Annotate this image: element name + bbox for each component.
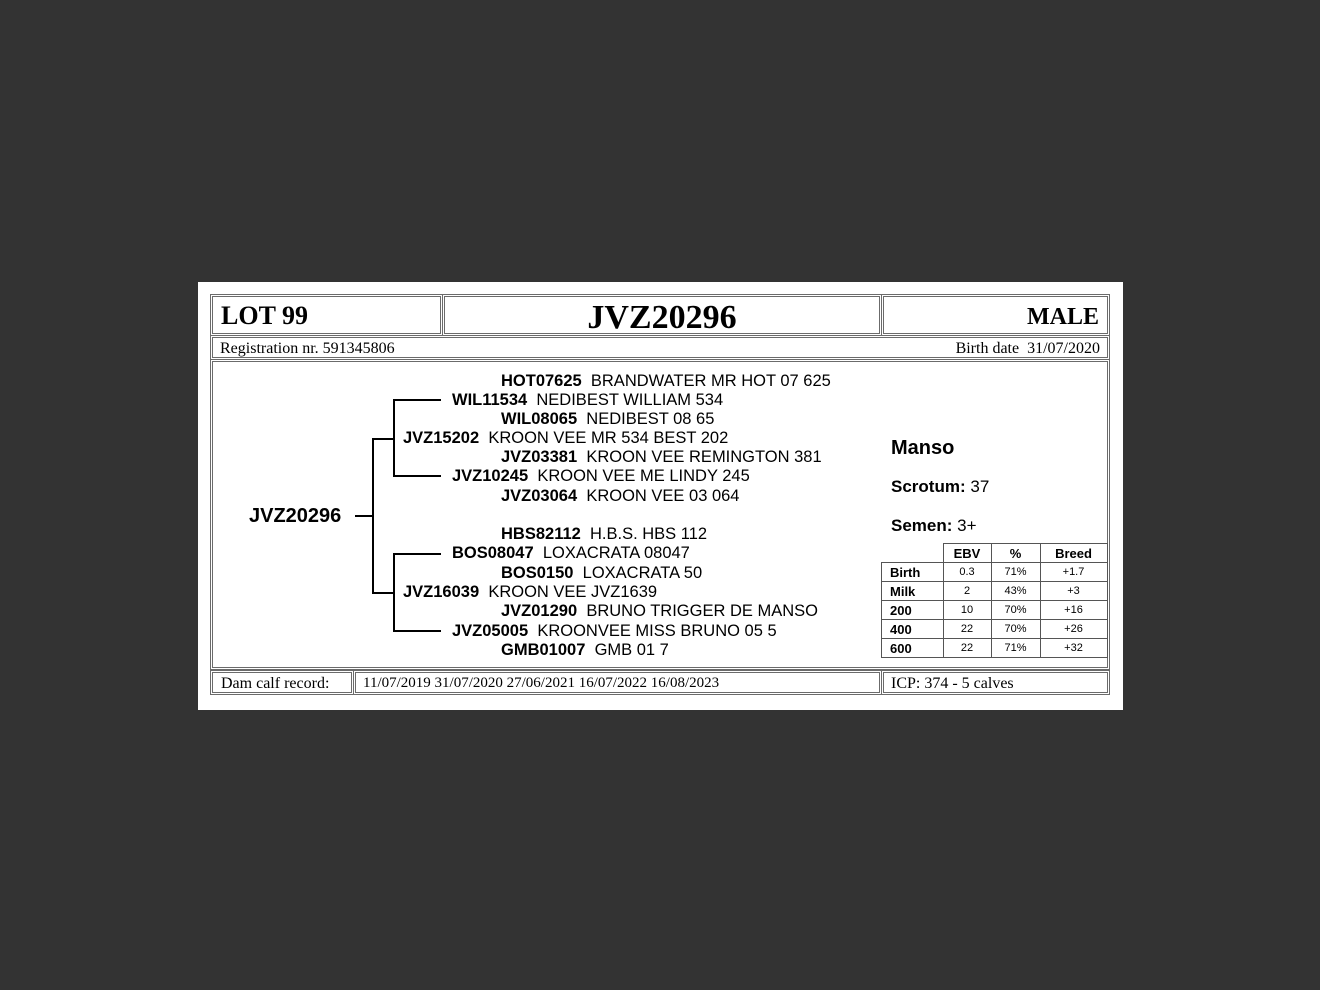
pedigree-code: JVZ03064: [501, 487, 578, 505]
pedigree-name: KROON VEE ME LINDY 245: [537, 467, 750, 485]
pedigree-name: KROON VEE REMINGTON 381: [586, 448, 822, 466]
ebv-breed-average: +32: [1040, 639, 1107, 658]
pedigree-name: NEDIBEST WILLIAM 534: [536, 391, 724, 409]
semen-info: [891, 516, 977, 536]
ebv-accuracy: 43%: [991, 582, 1040, 601]
pedigree-row: [403, 429, 728, 448]
ebv-header-ebv: EBV: [943, 544, 991, 563]
ebv-row: [882, 601, 1108, 620]
birth-date-label: Birth date: [955, 340, 1020, 357]
dam-record-dates: 11/07/2019 31/07/2020 27/06/2021 16/07/2022 16/08/2023: [363, 675, 720, 691]
ebv-value: 0.3: [943, 563, 991, 582]
pedigree-name: NEDIBEST 08 65: [586, 410, 715, 428]
pedigree-row: [452, 544, 690, 563]
pedigree-row: [403, 583, 657, 602]
pedigree-code: HBS82112: [501, 525, 581, 543]
pedigree-row: [501, 525, 707, 544]
ebv-row: [882, 563, 1108, 582]
pedigree-connector: [372, 592, 394, 594]
pedigree-connector: [393, 399, 395, 477]
scrotum-value: 37: [970, 477, 990, 496]
ebv-row: [882, 620, 1108, 639]
ebv-header-breed: Breed: [1040, 544, 1107, 563]
pedigree-code: GMB01007: [501, 641, 586, 659]
pedigree-connector: [393, 475, 441, 477]
pedigree-code: JVZ10245: [452, 467, 529, 485]
ebv-trait: 400: [882, 620, 944, 639]
pedigree-connector: [393, 399, 441, 401]
pedigree-code: WIL08065: [501, 410, 578, 428]
lot-cell: [210, 294, 443, 336]
scrotum-label: Scrotum:: [891, 477, 966, 496]
ebv-trait: Birth: [882, 563, 944, 582]
pedigree-row: [501, 487, 740, 506]
pedigree-code: JVZ16039: [403, 583, 480, 601]
pedigree-code: BOS08047: [452, 544, 534, 562]
semen-value: 3+: [957, 516, 977, 535]
pedigree-row: [501, 641, 669, 660]
pedigree-name: KROON VEE MR 534 BEST 202: [488, 429, 729, 447]
ebv-header-row: [882, 544, 1108, 563]
ebv-accuracy: 71%: [991, 563, 1040, 582]
breeder-name: Manso: [891, 437, 955, 459]
pedigree-row: [501, 448, 822, 467]
pedigree-connector: [393, 630, 441, 632]
pedigree-connector: [372, 438, 394, 440]
pedigree-row: [452, 391, 723, 410]
ebv-trait: 600: [882, 639, 944, 658]
ebv-value: 22: [943, 639, 991, 658]
birth-date: [956, 340, 1100, 358]
ebv-trait: Milk: [882, 582, 944, 601]
ebv-value: 2: [943, 582, 991, 601]
pedigree-name: H.B.S. HBS 112: [589, 525, 708, 543]
pedigree-code: JVZ03381: [501, 448, 578, 466]
dam-record-label: Dam calf record:: [221, 675, 330, 692]
scrotum-info: [891, 477, 989, 497]
pedigree-row: [501, 564, 702, 583]
pedigree-row: [452, 467, 750, 486]
ebv-row: [882, 582, 1108, 601]
registration-row: [210, 335, 1110, 360]
ebv-value: 10: [943, 601, 991, 620]
pedigree-animal: JVZ20296: [249, 505, 342, 527]
ebv-table: [881, 543, 1108, 658]
ebv-breed-average: +3: [1040, 582, 1107, 601]
ebv-accuracy: 70%: [991, 601, 1040, 620]
icp-cell: [881, 670, 1110, 695]
pedigree-name: GMB 01 7: [594, 641, 669, 659]
ebv-header-pct: %: [991, 544, 1040, 563]
ebv-row: [882, 639, 1108, 658]
lot-card: [198, 282, 1123, 710]
pedigree-name: BRANDWATER MR HOT 07 625: [590, 372, 831, 390]
pedigree-row: [501, 410, 714, 429]
pedigree-name: LOXACRATA 08047: [542, 544, 690, 562]
semen-label: Semen:: [891, 516, 953, 535]
icp-value: ICP: 374 - 5 calves: [891, 675, 1014, 692]
ebv-breed-average: +1.7: [1040, 563, 1107, 582]
pedigree-name: BRUNO TRIGGER DE MANSO: [586, 602, 818, 620]
ebv-accuracy: 71%: [991, 639, 1040, 658]
dam-record-label-cell: [210, 670, 354, 695]
pedigree-row: [501, 602, 818, 621]
pedigree-code: BOS0150: [501, 564, 574, 582]
pedigree-name: KROONVEE MISS BRUNO 05 5: [537, 622, 777, 640]
pedigree-connector: [393, 553, 395, 631]
pedigree-row: [501, 372, 831, 391]
animal-id-cell: [442, 294, 882, 336]
ebv-breed-average: +16: [1040, 601, 1107, 620]
pedigree-connector: [355, 515, 372, 517]
animal-id-title: JVZ20296: [587, 299, 737, 336]
pedigree-connector: [372, 438, 374, 593]
ebv-trait: 200: [882, 601, 944, 620]
dam-record-cell: [353, 670, 882, 695]
pedigree-code: JVZ15202: [403, 429, 480, 447]
sex-cell: [881, 294, 1110, 336]
pedigree-row: [452, 622, 777, 641]
pedigree-name: KROON VEE JVZ1639: [488, 583, 658, 601]
registration-number: Registration nr. 591345806: [220, 340, 395, 357]
pedigree-code: JVZ05005: [452, 622, 529, 640]
sex-label: MALE: [1027, 304, 1099, 330]
pedigree-name: KROON VEE 03 064: [586, 487, 740, 505]
pedigree-connector: [393, 553, 441, 555]
pedigree-code: JVZ01290: [501, 602, 578, 620]
pedigree-code: HOT07625: [501, 372, 582, 390]
ebv-header-blank: [882, 544, 944, 563]
birth-date-value: 31/07/2020: [1027, 340, 1100, 357]
pedigree-code: WIL11534: [452, 391, 528, 409]
ebv-accuracy: 70%: [991, 620, 1040, 639]
lot-number: LOT 99: [221, 301, 308, 330]
ebv-value: 22: [943, 620, 991, 639]
pedigree-name: LOXACRATA 50: [582, 564, 703, 582]
ebv-breed-average: +26: [1040, 620, 1107, 639]
